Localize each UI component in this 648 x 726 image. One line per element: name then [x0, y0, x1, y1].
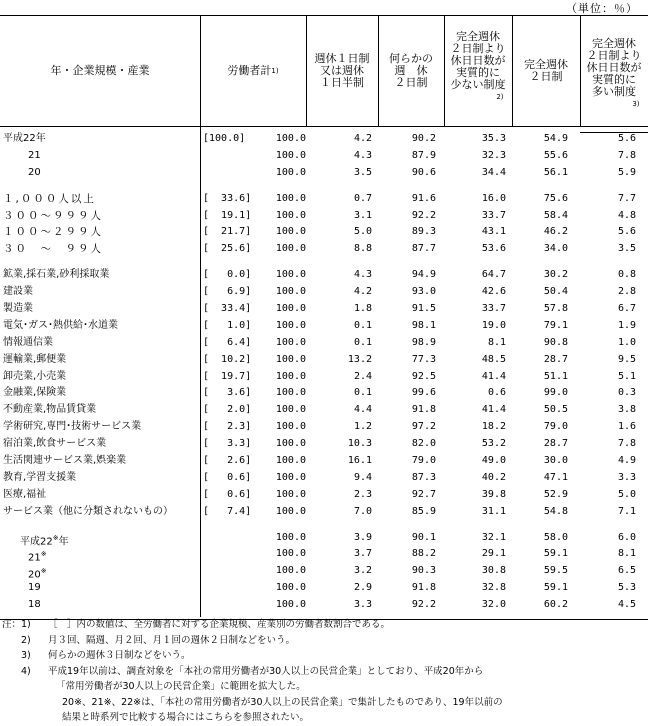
header-c5-line: 実質的に [592, 73, 636, 86]
worker-share: [ 19.1] [203, 209, 252, 221]
value-cell: 100.0 [275, 387, 306, 399]
row-label: 19 [28, 582, 41, 594]
value-cell: 100.0 [275, 353, 306, 365]
worker-share: [ 6.9] [203, 286, 252, 298]
value-cell: 77.3 [411, 353, 436, 365]
value-cell: 3.3 [617, 471, 636, 483]
value-cell: 47.1 [543, 471, 568, 483]
worker-share: [ 2.3] [203, 421, 252, 433]
value-cell: 59.1 [543, 582, 568, 594]
value-cell: 92.5 [411, 370, 436, 382]
header-c3-line: 少ない制度 [450, 78, 506, 91]
value-cell: 33.7 [481, 209, 506, 221]
value-cell: 4.8 [617, 209, 636, 221]
value-cell: 87.9 [411, 149, 436, 161]
value-cell: 98.1 [411, 319, 436, 331]
value-cell: 42.6 [481, 286, 506, 298]
table-row [0, 369, 648, 386]
value-cell: 100.0 [275, 565, 306, 577]
value-cell: 1.6 [617, 421, 636, 433]
value-cell: 82.0 [411, 438, 436, 450]
value-cell: 39.8 [481, 488, 506, 500]
row-label: 建設業 [3, 286, 33, 298]
value-cell: 6.0 [617, 531, 636, 543]
header-c2-line: 何らかの [389, 52, 433, 65]
value-cell: 100.0 [275, 599, 306, 611]
value-cell: 58.4 [543, 209, 568, 221]
value-cell: 87.7 [411, 243, 436, 255]
table-row [0, 208, 648, 225]
row-label: 教育,学習支援業 [3, 471, 77, 483]
value-cell: 43.1 [481, 226, 506, 238]
value-cell: 35.3 [481, 133, 506, 144]
value-cell: 100.0 [275, 531, 306, 543]
table-row [0, 563, 648, 580]
table-row [0, 504, 648, 521]
value-cell: 100.0 [275, 286, 306, 298]
table-row [0, 419, 648, 436]
row-label: 21 [28, 149, 41, 161]
value-cell: 16.0 [481, 192, 506, 204]
value-cell: 7.1 [617, 505, 636, 517]
row-label: 21※ [28, 550, 47, 564]
value-cell: 90.2 [411, 133, 436, 144]
value-cell: 32.1 [481, 531, 506, 543]
value-cell: 46.2 [543, 226, 568, 238]
worker-share: [ 7.4] [203, 505, 252, 517]
table-row [0, 318, 648, 335]
value-cell: 34.0 [543, 243, 568, 255]
worker-share: [ 10.2] [203, 353, 252, 365]
footnote-line: 2) 月３回、隔週、月２回、月１回の週休２日制などをいう。 [2, 634, 296, 646]
value-cell: 30.0 [543, 455, 568, 467]
table-row [0, 385, 648, 402]
value-cell: 2.8 [617, 286, 636, 298]
table-row [0, 436, 648, 453]
value-cell: 0.1 [353, 336, 372, 348]
worker-share: [ 21.7] [203, 226, 252, 238]
row-label: 電気･ガス･熱供給･水道業 [3, 319, 118, 331]
value-cell: 41.4 [481, 404, 506, 416]
value-cell: 9.5 [617, 353, 636, 365]
value-cell: 3.7 [353, 548, 372, 560]
value-cell: 99.0 [543, 387, 568, 399]
value-cell: 100.0 [275, 133, 306, 144]
value-cell: 91.6 [411, 192, 436, 204]
header-c2 [378, 16, 444, 126]
value-cell: 79.0 [543, 421, 568, 433]
value-cell: 100.0 [275, 471, 306, 483]
row-label: 学術研究,専門･技術サービス業 [3, 421, 142, 433]
worker-share: [ 2.6] [203, 455, 252, 467]
table-row [0, 148, 648, 165]
value-cell: 56.1 [543, 166, 568, 178]
row-label: 情報通信業 [3, 336, 53, 348]
value-cell: 100.0 [275, 404, 306, 416]
value-cell: 57.8 [543, 303, 568, 315]
worker-share: [ 33.4] [203, 303, 252, 315]
value-cell: 4.9 [617, 455, 636, 467]
value-cell: 64.7 [481, 269, 506, 281]
value-cell: 87.3 [411, 471, 436, 483]
value-cell: 0.7 [353, 192, 372, 204]
value-cell: 90.3 [411, 565, 436, 577]
value-cell: 55.6 [543, 149, 568, 161]
value-cell: 91.8 [411, 582, 436, 594]
value-cell: 53.6 [481, 243, 506, 255]
value-cell: 16.1 [347, 455, 372, 467]
value-cell: 100.0 [275, 269, 306, 281]
value-cell: 54.9 [543, 133, 568, 144]
row-label: 鉱業,採石業,砂利採取業 [3, 269, 110, 281]
table-row [0, 131, 648, 148]
row-label: 金融業,保険業 [3, 387, 67, 399]
worker-share: [ 19.7] [203, 370, 252, 382]
value-cell: 1.0 [617, 336, 636, 348]
header-c5-line: 休日日数が [586, 61, 642, 74]
value-cell: 59.1 [543, 548, 568, 560]
table-row [0, 241, 648, 258]
value-cell: 28.7 [543, 353, 568, 365]
row-label: 平成22年 [3, 133, 46, 144]
worker-share: [ 2.0] [203, 404, 252, 416]
value-cell: 3.9 [353, 531, 372, 543]
value-cell: 100.0 [275, 548, 306, 560]
value-cell: 100.0 [275, 192, 306, 204]
header-c4 [512, 16, 580, 126]
footnote-line: 注：1) ［ ］内の数値は、全労働者に対する企業規模、産業別の労働者数割合である。 [2, 619, 391, 630]
row-label: サービス業（他に分類されないもの） [3, 505, 173, 517]
table-row [0, 470, 648, 487]
worker-share: [ 33.6] [203, 192, 252, 204]
value-cell: 29.1 [481, 548, 506, 560]
table-row [0, 530, 648, 547]
value-cell: 6.7 [617, 303, 636, 315]
value-cell: 48.5 [481, 353, 506, 365]
value-cell: 34.4 [481, 166, 506, 178]
value-cell: 59.5 [543, 565, 568, 577]
value-cell: 52.9 [543, 488, 568, 500]
value-cell: 94.9 [411, 269, 436, 281]
value-cell: 93.0 [411, 286, 436, 298]
value-cell: 100.0 [275, 455, 306, 467]
worker-share: [ 3.3] [203, 438, 252, 450]
value-cell: 51.1 [543, 370, 568, 382]
working-hours-table [0, 15, 648, 614]
value-cell: 100.0 [275, 336, 306, 348]
value-cell: 10.3 [347, 438, 372, 450]
value-cell: 8.1 [617, 548, 636, 560]
worker-share: [ 0.6] [203, 488, 252, 500]
footnote-line: 20※、21※、22※は、「本社の常用労働者が30人以上の民営企業」で集計したものであり、19年以前の [62, 696, 503, 708]
value-cell: 6.5 [617, 565, 636, 577]
value-cell: 100.0 [275, 243, 306, 255]
value-cell: 7.8 [617, 438, 636, 450]
table-header [0, 15, 648, 127]
header-c1 [306, 16, 378, 126]
value-cell: 28.7 [543, 438, 568, 450]
row-label: １,０００人以上 [3, 192, 96, 205]
header-c3-line: 完全週休 [456, 30, 500, 43]
header-c2-line: ２日制 [394, 76, 428, 89]
value-cell: 5.6 [617, 133, 636, 144]
value-cell: 100.0 [275, 505, 306, 517]
worker-share: [100.0] [203, 133, 246, 144]
value-cell: 100.0 [275, 421, 306, 433]
footnote-line: 4) 平成19年以前は、調査対象を「本社の常用労働者が30人以上の民営企業」としており、平成20年から [2, 665, 484, 677]
value-cell: 7.7 [617, 192, 636, 204]
value-cell: 50.4 [543, 286, 568, 298]
row-label: 20※ [28, 567, 47, 581]
value-cell: 75.6 [543, 192, 568, 204]
value-cell: 30.2 [543, 269, 568, 281]
footnote-line: 3) 何らかの週休３日制などをいう。 [2, 650, 191, 661]
value-cell: 4.3 [353, 149, 372, 161]
value-cell: 9.4 [353, 471, 372, 483]
worker-share: [ 0.6] [203, 471, 252, 483]
value-cell: 85.9 [411, 505, 436, 517]
value-cell: 92.2 [411, 599, 436, 611]
value-cell: 92.2 [411, 209, 436, 221]
header-total: 労働者計 1) [227, 64, 279, 77]
value-cell: 33.7 [481, 303, 506, 315]
value-cell: 5.0 [617, 488, 636, 500]
row-label: 製造業 [3, 303, 33, 315]
header-c5-line: 多い制度 [592, 85, 636, 98]
value-cell: 90.8 [543, 336, 568, 348]
value-cell: 7.0 [353, 505, 372, 517]
value-cell: 32.3 [481, 149, 506, 161]
value-cell: 8.8 [353, 243, 372, 255]
value-cell: 3.2 [353, 565, 372, 577]
value-cell: 40.2 [481, 471, 506, 483]
header-c4-line: 完全週休 [524, 58, 568, 71]
value-cell: 90.6 [411, 166, 436, 178]
value-cell: 5.0 [353, 226, 372, 238]
value-cell: 19.0 [481, 319, 506, 331]
value-cell: 100.0 [275, 438, 306, 450]
value-cell: 100.0 [275, 488, 306, 500]
value-cell: 31.1 [481, 505, 506, 517]
value-cell: 100.0 [275, 166, 306, 178]
value-cell: 3.5 [617, 243, 636, 255]
value-cell: 2.9 [353, 582, 372, 594]
value-cell: 5.1 [617, 370, 636, 382]
value-cell: 50.5 [543, 404, 568, 416]
value-cell: 0.1 [353, 387, 372, 399]
table-row [0, 352, 648, 369]
value-cell: 2.4 [353, 370, 372, 382]
value-cell: 0.6 [487, 387, 506, 399]
value-cell: 3.8 [617, 404, 636, 416]
row-label: 卸売業,小売業 [3, 370, 67, 382]
table-row [0, 597, 648, 614]
table-row [0, 267, 648, 284]
value-cell: 100.0 [275, 226, 306, 238]
value-cell: 0.8 [617, 269, 636, 281]
table-row [0, 191, 648, 208]
footnote-line: 「常用労働者が30人以上の民営企業」に範囲を拡大した。 [56, 681, 306, 692]
value-cell: 100.0 [275, 149, 306, 161]
table-row [0, 580, 648, 597]
header-c2-line: 週 休 [394, 64, 428, 77]
value-cell: 100.0 [275, 209, 306, 221]
row-label: 生活関連サービス業,娯楽業 [3, 455, 127, 467]
row-label: 宿泊業,飲食サービス業 [3, 438, 107, 450]
value-cell: 1.2 [353, 421, 372, 433]
worker-share: [ 0.0] [203, 269, 252, 281]
row-label: 不動産業,物品賃貸業 [3, 404, 97, 416]
value-cell: 97.2 [411, 421, 436, 433]
value-cell: 58.0 [543, 531, 568, 543]
value-cell: 3.3 [353, 599, 372, 611]
value-cell: 13.2 [347, 353, 372, 365]
row-label: 20 [28, 166, 41, 178]
value-cell: 4.3 [353, 269, 372, 281]
table-row [0, 284, 648, 301]
value-cell: 100.0 [275, 370, 306, 382]
row-label: 医療,福祉 [3, 488, 47, 500]
value-cell: 99.6 [411, 387, 436, 399]
table-row [0, 487, 648, 504]
footnote-line: 結果と時系列で比較する場合にはこちらを参照されたい。 [62, 712, 310, 723]
worker-share: [ 3.6] [203, 387, 252, 399]
header-c3-line: 休日日数が [450, 54, 506, 67]
header-c3: 完全週休 ２日制より 休日日数が 実質的に 少ない制度 2) [450, 30, 506, 101]
row-label: １００～２９９人 [3, 226, 103, 239]
value-cell: 4.4 [353, 404, 372, 416]
value-cell: 5.9 [617, 166, 636, 178]
table-row [0, 453, 648, 470]
header-c5-line: ２日制より [586, 49, 642, 62]
value-cell: 4.2 [353, 133, 372, 144]
header-c5-line: 完全週休 [592, 37, 636, 50]
value-cell: 5.6 [617, 226, 636, 238]
row-label: 18 [28, 599, 41, 611]
table-row [0, 546, 648, 563]
value-cell: 79.1 [543, 319, 568, 331]
row-label: ３０ ～ ９９人 [3, 243, 103, 256]
header-c3-line: ２日制より [450, 42, 506, 55]
value-cell: 8.1 [487, 336, 506, 348]
value-cell: 0.1 [353, 319, 372, 331]
value-cell: 4.2 [353, 286, 372, 298]
value-cell: 5.3 [617, 582, 636, 594]
value-cell: 100.0 [275, 303, 306, 315]
unit-label: （単位：％） [566, 2, 638, 15]
value-cell: 100.0 [275, 582, 306, 594]
header-c5: 完全週休 ２日制より 休日日数が 実質的に 多い制度 3) [580, 16, 648, 133]
row-label: 平成22※年 [20, 533, 69, 547]
header-c4-line: ２日制 [529, 70, 563, 83]
header-c1-line: 週休１日制 [314, 52, 370, 65]
value-cell: 54.8 [543, 505, 568, 517]
value-cell: 49.0 [481, 455, 506, 467]
value-cell: 3.1 [353, 209, 372, 221]
value-cell: 91.5 [411, 303, 436, 315]
value-cell: 41.4 [481, 370, 506, 382]
value-cell: 98.9 [411, 336, 436, 348]
table-row [0, 224, 648, 241]
value-cell: 60.2 [543, 599, 568, 611]
value-cell: 91.8 [411, 404, 436, 416]
header-c1-line: １日半制 [320, 76, 364, 89]
value-cell: 3.5 [353, 166, 372, 178]
value-cell: 32.8 [481, 582, 506, 594]
value-cell: 4.5 [617, 599, 636, 611]
table-row [0, 165, 648, 182]
value-cell: 7.8 [617, 149, 636, 161]
value-cell: 53.2 [481, 438, 506, 450]
value-cell: 88.2 [411, 548, 436, 560]
value-cell: 1.8 [353, 303, 372, 315]
row-label: ３００～９９９人 [3, 209, 103, 222]
value-cell: 30.8 [481, 565, 506, 577]
value-cell: 18.2 [481, 421, 506, 433]
table-row [0, 402, 648, 419]
table-body [0, 127, 648, 614]
header-c1-line: 又は週休 [320, 64, 364, 77]
header-c3-line: 実質的に [456, 66, 500, 79]
value-cell: 89.3 [411, 226, 436, 238]
worker-share: [ 1.0] [203, 319, 252, 331]
table-row [0, 301, 648, 318]
footnotes [0, 617, 648, 726]
table-row [0, 335, 648, 352]
value-cell: 79.0 [411, 455, 436, 467]
row-label: 運輸業,郵便業 [3, 353, 67, 365]
value-cell: 90.1 [411, 531, 436, 543]
worker-share: [ 6.4] [203, 336, 252, 348]
value-cell: 92.7 [411, 488, 436, 500]
header-category: 年・企業規模・産業 [50, 64, 150, 77]
value-cell: 100.0 [275, 319, 306, 331]
value-cell: 0.3 [617, 387, 636, 399]
value-cell: 32.0 [481, 599, 506, 611]
worker-share: [ 25.6] [203, 243, 252, 255]
value-cell: 2.3 [353, 488, 372, 500]
value-cell: 1.9 [617, 319, 636, 331]
